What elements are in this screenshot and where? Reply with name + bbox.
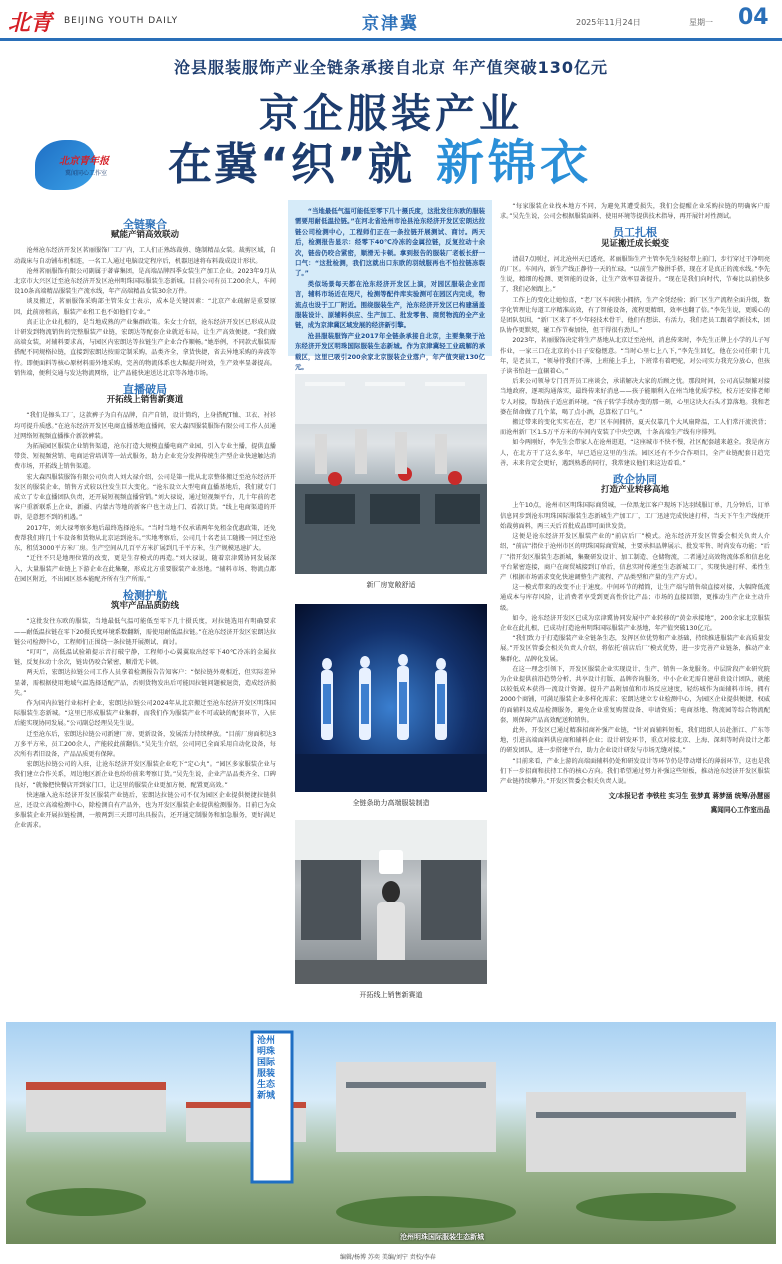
paragraph: 迁至沧东后，宏朗达拉链公司新建厂房、更新设备，发展活力持续释放。“目前厂房面积达3万多平方米，员工200余人，产能较此前翻倍。”吴先生介绍，公司同已全面采用自动化设备，每次所有者旧设备，产品品质更有保障。 — [14, 730, 276, 758]
section-subtitle-4: 见证搬迁成长蜕变 — [600, 238, 669, 249]
intro-paragraph: 沧县服装服饰产业2017年全链条承接自北京，主要集聚于沧东经济开发区明珠国际服装生态新城。作为京津冀轻工业疏解的承载区，这里已吸引200余家北京服装企业落户，年产值突破130亿元。 — [295, 331, 485, 372]
paragraph: 宏朗达拉链公司的入驻，让沧东经济开发区服装企业吃下“定心丸”。“园区多家服装企业与我们建立合作关系，周边地区新企业也纷纷前来考察订货。”吴先生说，企业产品品类齐全、口碑良好，“就像把快餐店开到家门口，让这里的服装企业更加方便、配置更高效。” — [14, 761, 276, 789]
section-subtitle-5: 打造产业转移高地 — [600, 485, 669, 496]
paragraph: “目前来看，产业上游的高端面辅料仍处和研发设计等环节仍是带动增长的薄弱环节，这也是我们下一步招商和扶持工作的核心方向。我们希望通过努力补强这些短板，推动沧东经济开发区服装产业链持续攀升。”开发区管委会相关负责人说。 — [500, 757, 770, 785]
paragraph: “每家服装企业找本地方不同，为避免其遭受损失，我们会提醒企业采购拉链的明确客户需求。”吴先生说，公司会根据服装面料、使用环境等提供技术指导，再开展针对性测试。 — [500, 203, 770, 221]
article-intro-box — [288, 200, 492, 372]
byline-authors: 文/本报记者 李铁柱 实习生 张梦真 蒋梦涵 统筹/孙慧丽 — [608, 792, 770, 801]
paragraph: “我们致力于打造服装产业全链条生态，发挥区位优势和产业基础，持续推进服装产业高质量发展。”开发区管委会相关负责人介绍，将依托‘前店后厂’模式优势，进一步完善产业链条，推动产业集群化、品牌化发展。 — [500, 635, 770, 663]
photo-factory-workshop — [295, 374, 487, 574]
paragraph: 搬迁带来的变化实实在在，老厂区车间拥挤，夏天仅靠几个大风扇降温，工人们常汗流浃背；而沧州新厂区1.5万平方米的车间内安装了中央空调，十条高端生产线有序排列。 — [500, 419, 770, 437]
photo-caption-3: 开拓线上销售新赛道 — [359, 991, 423, 999]
right-column — [500, 202, 770, 1082]
paragraph: 谈及搬迁，茗丽服饰采购部主管朱女士表示，成本是关键因素：“北京产业疏解是重要原因，此前房租高，服装产业租工也不如他们专业。” — [14, 298, 276, 316]
paragraph: 上午10点，沧州市区明珠国际商贸城，一位黑龙江客户现场下达羽绒服订单，几分钟后，订单信息同步到沧东明珠国际服装生态新城生产加工厂，工厂迅速完成快速打样，当天下午生产线便开始裁剪面料，两三天后首批成品即可面世发货。 — [500, 502, 770, 530]
section-subtitle-1: 赋能产销高效联动 — [110, 230, 179, 241]
photo-aerial-campus — [6, 1022, 776, 1244]
badge-subtitle: 冀闻同心工作室 — [65, 170, 108, 177]
paper-name: BEIJING YOUTH DAILY — [64, 16, 179, 26]
article-headline-line2: 在冀“织”就 — [168, 139, 414, 190]
intro-paragraph: “当地最低气温可能低至零下几十摄氏度，这批发往东欧的服装需要用耐低温拉链。”在河北省沧州市沧县沧东经济开发区宏朗达拉链公司检测中心，工程师们正在一条拉链开展测试、商讨。两天后，检测报告显示：经零下40℃冷冻的金属拉链，反复拉动十余次，链齿仍咬合紧密，顺滑无卡顿。拿到报告的服装厂老板长舒一口气：“这批检测，我们这就出口东欧的羽绒服再也不怕拉链冻裂了。” — [295, 207, 485, 278]
paragraph: 2017年，刘大禄考察多地后最终选择沧东。“当时当地不仅承诺两年免租金优惠政策，还免费帮我们将几十车设备和货物从北京运到沧东。”实地考察后，公司几十名老员工随搬一同迁至沧东，租赁3000平方米厂房。生产空间从几百平方米扩展到几千平方米，生产规模迅速扩大。 — [14, 524, 276, 553]
issue-date: 2025年11月24日 — [576, 18, 641, 27]
campus-vertical-sign: 沧州明珠国际服装生态新城 — [256, 1036, 275, 1101]
left-column — [14, 214, 276, 1044]
photo-caption-2: 全链条助力高端服装制造 — [352, 799, 430, 807]
badge-title: 北京青年报 — [59, 156, 109, 167]
footer-credits: 编辑/杨博 苏奕 美编/刘宁 责校/李春 — [340, 1254, 436, 1261]
page-footer — [0, 1248, 782, 1264]
paragraph: 真正让企业扎根的，是当地成熟的产业集群政策。朱女士介绍，沧东经济开发区已形成从设计研发到物流销售的完整服装产业链，宏朗达等配套企业就近布局，让生产高效便捷。“我们做高端女装，对辅料要求高，与园区内宏朗达等拉链生产企业合作顺畅。”她举例，不同款式服装需搭配不同规格拉链，直接到宏朗达按需定制采购，品类齐全，拿货快捷，省去异地采购的奔波等待。即便面料等核心原材料需外地采购，完善的物流体系也大幅提升时效，生产效率显著提高。销售端，便利交通与发达物流网络，让产品能快速送达北京等各地市场。 — [14, 318, 276, 377]
newspaper-logo: 北青 — [8, 10, 53, 36]
section-title-5: 政企协同 — [613, 473, 657, 487]
paragraph: 作为国内拉链行业标杆企业，宏朗达拉链公司2024年从北京搬迁至沧东经济开发区明珠国际服装生态新城。“这里已形成服装产业集群，而我们作为服装产业不可或缺的配套环节，入驻后能实现协同发展。”公司副总经理吴先生说。 — [14, 699, 276, 728]
photo-caption-4: 沧州明珠国际服装生态新城 — [400, 1233, 484, 1241]
photo-fashion-runway — [295, 604, 487, 792]
page-number: 04 — [738, 5, 769, 30]
section-tag: 京津冀 — [362, 14, 419, 34]
paragraph: 沧州沧东经济开发区茗丽服饰厂工厂内，工人们正熟练裁剪、缝制精品女装。裁剪区域，自动裁床与自动铺布机相连，一名工人通过电脑设定程序后，机器迅速将布料裁成设计形状。 — [14, 247, 276, 265]
section-subtitle-3: 筑牢产品品质防线 — [110, 601, 179, 612]
paragraph: 2023年，茗丽服饰决定将生产基地从北京迁至沧州，消息传来时，李先生正牌上小学的儿子写作业，一家三口在北京的小日子安稳惬意。“当时心里七上八下，”李先生回忆，他在公司任职十几年，是老员工，“领导待我们不薄，上班能上手上，下班常有着吧驼，对公司实力我充分放心，但孩子读书怕赶一直辗着心。” — [500, 337, 770, 376]
section-title-4: 员工扎根 — [613, 226, 657, 240]
photo-caption-1: 新厂房宽敞舒适 — [366, 581, 416, 589]
paragraph: “这批发往东欧的服装，当地最低气温可能低至零下几十摄氏度，对拉链选用有明确要求——耐低温拉链在零下20摄氏度环境系数翻断，需使用耐低温拉链。”在沧东经济开发区宏朗达拉链公司检测中心，工程师们正围绕一条拉链开展测试、商讨。 — [14, 618, 276, 646]
section-title-3: 检测护航 — [123, 588, 167, 602]
article-subhead: 沧县服装服饰产业全链条承接自北京 年产值突破130亿元 — [174, 58, 608, 77]
paragraph: 如今两刚好，李先生会带家人在沧州逛逛，“这座城市不快不慢，社区配套越来越全。我是南方人，在北方干了这么多年，早已适应这里的生活。园区还有不少合作项目，全产业链配套日趋完善，未来肯定会更好，遇到熟悉的同行，我常建议他们来这边看看。” — [500, 439, 770, 467]
paragraph: 宏大森四服装服饰有限公司负责人刘大禄介绍，公司是第一批从北京整体搬迁至沧东经济开发区的服装企业，销售方式较以往发生巨大变化。“沧东设立大型电商直播基地后，我们就专门成立了专业直播团队负责，还开展短视频直播营销。”刘大禄说，通过短视频平台，几十年前的老客户重新联系上企业，新疆、内蒙古等地的新客户也主动上门、看款订货。“线上电商渠道的开辟，是意想不到的机遇。” — [14, 473, 276, 522]
paragraph: 后来公司领导专门召开员工座谈会，承诺解决大家的后顾之忧。那段时间，公司高层频繁对接当地政府，逐项沟通落实，最终传来好消息——孩子能顺利入在州当地优质学校，校方还安排老师专人对接，帮助孩子适应新环境。“孩子转学手续办变的那一刻，心里这块大石头才算落地。我和老婆在留命做了几个菜，喝了点小酒，总算松了口气。” — [500, 378, 770, 416]
photo-livestream-room — [295, 820, 487, 984]
paragraph: 为拓展园区服装企业销售渠道，沧东打造大规模直播电商产业园，引入专业主播，提供直播带货、短视频营销、电商运营培训等一站式服务，助力企业充分发挥传统生产型企业快速触达消费市场，开拓线上销售渠道。 — [14, 443, 276, 471]
article-headline-highlight: 新锦衣 — [436, 135, 593, 191]
paragraph: 工作上的变化让她惊喜，“老厂区车间狭小拥挤，生产全凭经验；新厂区生产流程全面升级，数字化管理让每道工序精准高效，有了智能设备，流程更精细，效率也翻了倍。”李先生说，更暖心的是团队氛围，“新厂区来了不少年轻技术骨干，他们有想法、有活力，我们老员工跟着学新技术，团队协作更默契，碰工作节奏加快，但干得很有劲儿。” — [500, 296, 770, 335]
studio-badge — [35, 140, 119, 194]
masthead-rule — [0, 38, 782, 41]
paragraph: 快速融入沧东经济开发区服装产业链后，宏朗达拉链公司不仅为园区企业提供便捷拉链供应，还设立高端检测中心，除检测自有产品外，也为开发区服装企业提供检测服务。目前已为众多服装企业开展拉链检测，一般两到三天即可出具报告，还开通定制服务和加急服务，更好满足企业需求。 — [14, 791, 276, 830]
paragraph: 此外，开发区已通过精准招商补强产业链，“针对面辅料短板，我们组织人员赴浙江、广东等地，引进高端面料供应商和辅料企业；设计研发环节，重点对接北京、上海、深圳等时尚设计之都的研发团队，进一步搭建平台，助力企业设计研发与市场无缝对接。” — [500, 726, 770, 755]
section-title-1: 全链聚合 — [123, 218, 167, 231]
article-headline-line1: 京企服装产业 — [259, 91, 523, 137]
paragraph: 如今，沧东经济开发区已成为京津冀协同发展中产业转移的“黄金承接地”，200余家北京服装企业在此扎根，已成功打造沧州明珠国际服装产业基地，年产值突破130亿元。 — [500, 614, 770, 632]
paragraph: 这一模式带来的改变不止于速度。中间环节的精简，让生产端与销售端直接对接，大幅降低流通成本与库存风险，让消费者享受到更高性价比产品；市场的直接回馈，更推动生产企业主动升级。 — [500, 584, 770, 612]
issue-weekday: 星期一 — [689, 18, 713, 27]
paragraph: 两天后，宏朗达拉链公司工作人员拿着检测报告告知客户：“保拉链外观相近，但实际差异显著，需根据使用地域气温选择适配产品，否则货物发出后可能因拉链问题被退货，造成经济损失。” — [14, 669, 276, 697]
section-title-2: 直播破局 — [123, 383, 167, 397]
paragraph: 清晨7点刚过，河北沧州天已透亮，茗丽服饰生产主管李先生轻轻带上前门，步行穿过干净明亮的厂区。车间内，新生产线正静待一天的忙碌。“以前生产像拼手搭，现在才是真正的流水线。”李先生说，精细的检测、更智能的设备，让生产效率显著提升。“现在是我们向时代，节奏比以前快多了，我们必须跟上。” — [500, 255, 771, 294]
masthead — [0, 0, 782, 40]
paragraph: 这便是沧东经济开发区服装产业的“前店后厂”模式。沧东经济开发区管委会相关负责人介绍，“前店”指位于沧州市区的明珠国际商贸城，主要承担品牌展示、批发零售、时尚发布功能；“后厂”指开发区服装生态新城，集聚研发设计、加工制造、仓储物流，二者通过高效物流体系和信息化平台紧密连接，商户在商贸城接到订单后，信息实时传递至生态新城工厂，实现快速打样、柔性生产（根据市场需求变化快速调整生产流程、产品类型和产量的生产方式）。 — [500, 533, 770, 581]
paragraph: “迁往不只是地理位置的改变，更是生存模式的再造。”刘大禄说，随着京津冀协同发展深入，大量服装产业链上下游企业在此集聚，形成北方重要服装产业基地。“辅料市场、物流点都在园区附近，不出园区基本能配齐所有生产所需。” — [14, 555, 276, 583]
section-subtitle-2: 开拓线上销售新赛道 — [106, 395, 184, 406]
byline-studio: 冀闻同心工作室出品 — [710, 806, 770, 815]
paragraph: “叮叮”，高低温试验箱提示音打破宁静，工程师小心翼翼取出经零下40℃冷冻的金属拉链，反复拉动十余次，链齿仍咬合紧密，顺滑无卡顿。 — [14, 648, 276, 667]
paragraph: 沧州茗丽服饰有限公司副属于著睿集团，是高端品牌四季女装生产加工企业。2023年9月从北京市大兴区迁至沧东经济开发区沧州明珠国际服装生态新城。目前公司有员工200余人，车间设10条高端精品服装生产流水线，年产高端精品女装30余万件。 — [14, 267, 276, 296]
paragraph: “我们是擦头工厂，这款裤子为自有品牌，自产自销，设计简约，上身搭配T恤、卫衣、衬衫均可提升质感。”在沧东经济开发区电商直播基地直播间，宏大森四服装服饰有限公司工作人员通过网络短视频直播推介新款裤装。 — [14, 412, 276, 440]
paragraph: 在这一理念引领下，开发区服装企业实现设计、生产、销售一条龙服务。中层阶段产业研究院为企业提供前沿趋势分析、共享设计打版、品牌咨询服务，中小企业无需自建昂贵设计团队，就能以较低成本获得一流设计资源。提升产品附加值和市场反应速度，轻纺城作为面辅料市场，拥有2000个商铺，可满足服装企业多样化需求；宏朗达建立专业检测中心，为园区企业提供便捷、权威的面辅料及成品检测服务，避免企业重复购置设备、申请资质；电商基地、物流园等综合物流配套，则保障产品高效配送和销售。 — [500, 665, 770, 724]
intro-paragraph: 类似场景每天都在沧东经济开发区上演，对园区服装企业而言，辅料市场近在咫尺，检测等配件库实验测可在园区内完成，物流点也设于工厂附近。围绕服装生产，沧东经济开发区已构建涵盖服装设计、原辅料供应、生产加工、批发零售、商贸物流的全产业链，成为京津冀区域发展的经济新引擎。 — [295, 279, 485, 330]
